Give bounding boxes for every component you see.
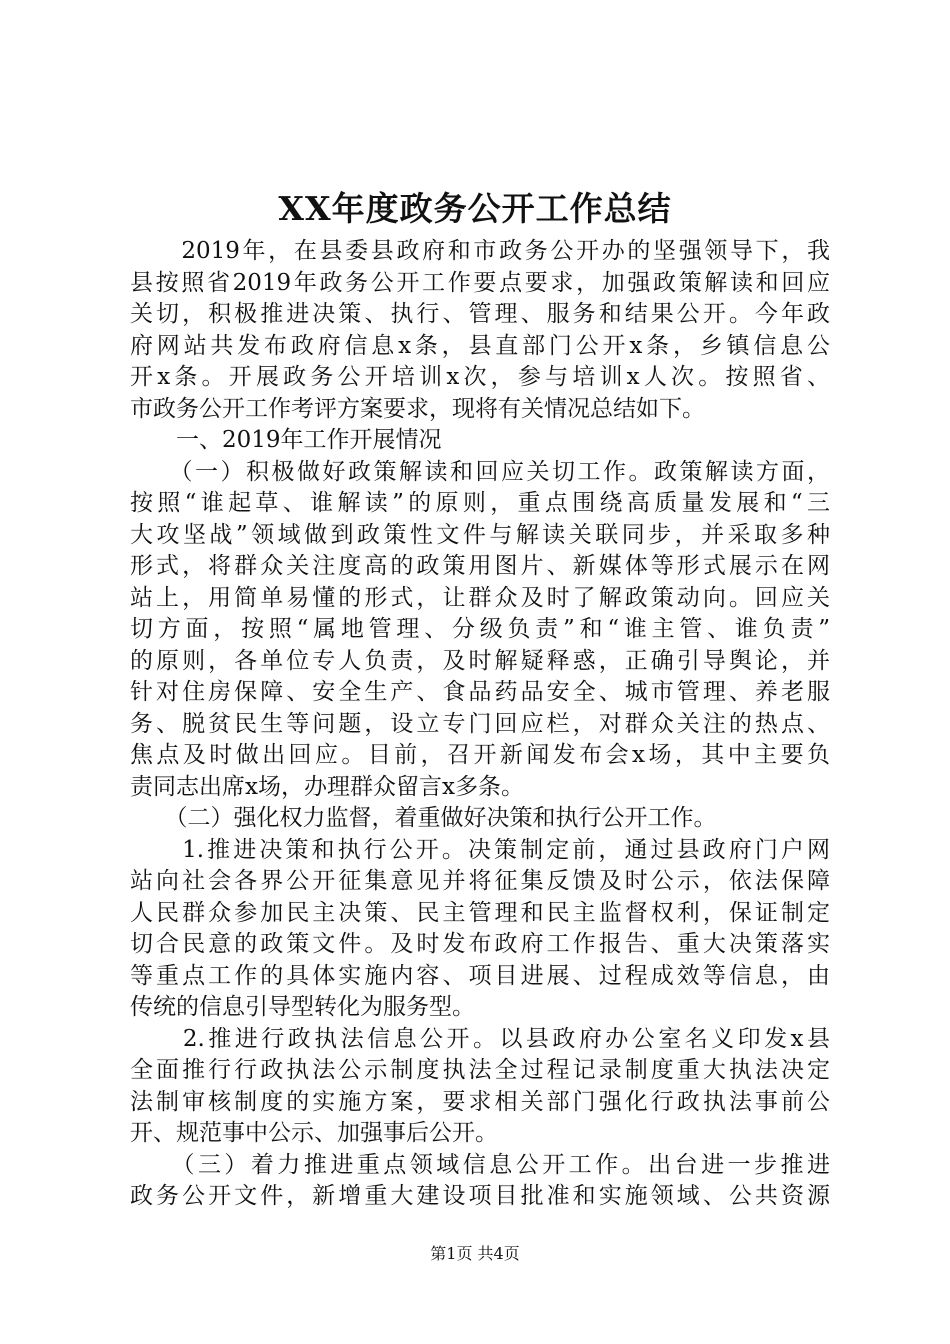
body-line: 形式，将群众关注度高的政策用图片、新媒体等形式展示在网: [130, 553, 830, 579]
body-line: 2019年，在县委县政府和市政务公开办的坚强领导下，我: [130, 238, 830, 264]
body-line: 责同志出席x场，办理群众留言x多条。: [130, 773, 524, 800]
body-line: 针对住房保障、安全生产、食品药品安全、城市管理、养老服: [130, 679, 830, 705]
body-line: 开、规范事中公示、加强事后公开。: [130, 1120, 498, 1146]
body-line: 关切，积极推进决策、执行、管理、服务和结果公开。今年政: [130, 301, 830, 327]
body-line: （一）积极做好政策解读和回应关切工作。政策解读方面，: [130, 458, 830, 485]
body-line: 务、脱贫民生等问题，设立专门回应栏，对群众关注的热点、: [130, 710, 830, 737]
body-line: （三）着力推进重点领域信息公开工作。出台进一步推进: [130, 1151, 830, 1178]
body-line: 市政务公开工作考评方案要求，现将有关情况总结如下。: [130, 395, 705, 422]
body-line: 焦点及时做出回应。目前，召开新闻发布会x场，其中主要负: [130, 742, 830, 768]
body-line: 的原则，各单位专人负责，及时解疑释惑，正确引导舆论，并: [130, 647, 830, 674]
body-line: 站上，用简单易懂的形式，让群众及时了解政策动向。回应关: [130, 584, 830, 611]
body-line: 传统的信息引导型转化为服务型。: [130, 994, 475, 1020]
body-line: 一、2019年工作开展情况: [130, 427, 442, 453]
body-line: 法制审核制度的实施方案，要求相关部门强化行政执法事前公: [130, 1088, 830, 1115]
body-line: 大攻坚战”领域做到政策性文件与解读关联同步，并采取多种: [130, 521, 830, 548]
body-line: 切方面，按照“属地管理、分级负责”和“谁主管、谁负责”: [130, 616, 830, 642]
body-line: 站向社会各界公开征集意见并将征集反馈及时公示，依法保障: [130, 868, 830, 894]
body-line: （二）强化权力监督，着重做好决策和执行公开工作。: [130, 805, 717, 831]
body-line: 县按照省2019年政务公开工作要点要求，加强政策解读和回应: [130, 269, 830, 296]
body-line: 全面推行行政执法公示制度执法全过程记录制度重大执法决定: [130, 1057, 830, 1083]
body-line: 开x条。开展政务公开培训x次，参与培训x人次。按照省、: [130, 364, 830, 390]
body-line: 府网站共发布政府信息x条，县直部门公开x条，乡镇信息公: [130, 332, 830, 359]
body-line: 1.推进决策和执行公开。决策制定前，通过县政府门户网: [130, 836, 830, 863]
body-line: 政务公开文件，新增重大建设项目批准和实施领域、公共资源: [130, 1183, 830, 1209]
page-footer: 第1页 共4页: [430, 1244, 520, 1263]
body-line: 按照“谁起草、谁解读”的原则，重点围绕高质量发展和“三: [130, 490, 830, 516]
body-line: 2.推进行政执法信息公开。以县政府办公室名义印发x县: [130, 1025, 830, 1052]
body-line: 等重点工作的具体实施内容、项目进展、过程成效等信息，由: [130, 962, 830, 989]
body-line: 人民群众参加民主决策、民主管理和民主监督权利，保证制定: [130, 899, 830, 926]
body-line: 切合民意的政策文件。及时发布政府工作报告、重大决策落实: [130, 931, 830, 957]
document-title: XX年度政务公开工作总结: [278, 189, 672, 228]
document-body: [130, 236, 830, 1213]
